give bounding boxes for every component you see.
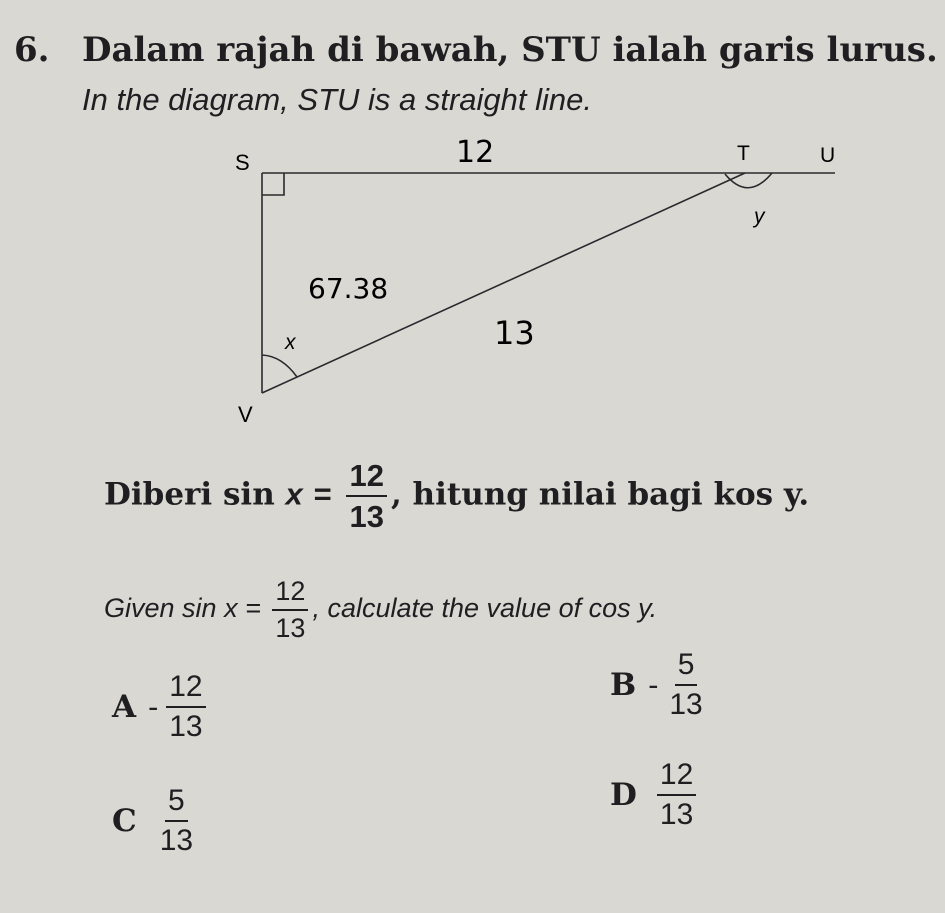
angle-y-arc: [725, 173, 772, 188]
fraction-numerator: 12: [272, 578, 308, 611]
option-letter: C: [112, 803, 137, 839]
given-variable: x: [224, 593, 238, 624]
option-b[interactable]: [610, 650, 710, 720]
option-c[interactable]: [112, 786, 200, 856]
handwritten-angle-note: 67.38: [308, 272, 389, 305]
fraction-denominator: 13: [275, 613, 306, 643]
option-letter: D: [610, 777, 637, 813]
given-fraction: [346, 460, 386, 532]
label-s: S: [235, 150, 250, 175]
given-statement-english: [104, 578, 657, 642]
option-fraction: [666, 650, 705, 720]
fraction-numerator: 12: [657, 760, 696, 796]
option-sign: -: [648, 667, 659, 703]
given-fraction: [272, 578, 308, 642]
given-suffix: , calculate the value of cos y.: [312, 593, 658, 624]
angle-x-arc: [262, 355, 297, 377]
option-d[interactable]: [610, 760, 700, 830]
label-v: V: [238, 402, 253, 427]
fraction-numerator: 5: [675, 650, 698, 686]
fraction-denominator: 13: [349, 499, 384, 534]
option-fraction: [157, 786, 196, 856]
option-letter: A: [112, 689, 137, 725]
question-text-english: In the diagram, STU is a straight line.: [82, 82, 593, 117]
question-text-malay: Dalam rajah di bawah, STU ialah garis lurus.: [82, 30, 938, 70]
right-angle-marker: [262, 173, 284, 195]
fraction-numerator: 12: [346, 460, 386, 497]
given-statement-malay: [104, 460, 809, 532]
triangle-diagram: [180, 130, 880, 430]
fraction-denominator: 13: [169, 710, 203, 743]
option-fraction: [657, 760, 696, 830]
given-prefix: Diberi sin: [104, 476, 275, 513]
fraction-numerator: 5: [165, 786, 188, 822]
option-fraction: [166, 672, 205, 742]
label-x: x: [285, 331, 296, 354]
option-letter: B: [610, 667, 637, 703]
option-a[interactable]: [112, 672, 210, 742]
given-prefix: Given sin: [104, 593, 217, 624]
given-suffix: , hitung nilai bagi kos y.: [390, 476, 810, 513]
fraction-numerator: 12: [166, 672, 205, 708]
option-sign: -: [148, 689, 159, 725]
fraction-denominator: 13: [659, 798, 694, 831]
label-t: T: [737, 142, 750, 165]
given-variable: x: [285, 476, 303, 512]
given-equals: =: [245, 593, 261, 624]
given-equals: =: [313, 476, 332, 512]
handwritten-side-st: 12: [456, 135, 495, 170]
handwritten-side-tv: 13: [494, 314, 535, 352]
label-u: U: [820, 144, 836, 167]
fraction-denominator: 13: [159, 824, 194, 857]
fraction-denominator: 13: [669, 688, 703, 721]
label-y: y: [754, 205, 765, 228]
question-number: 6.: [14, 30, 50, 70]
